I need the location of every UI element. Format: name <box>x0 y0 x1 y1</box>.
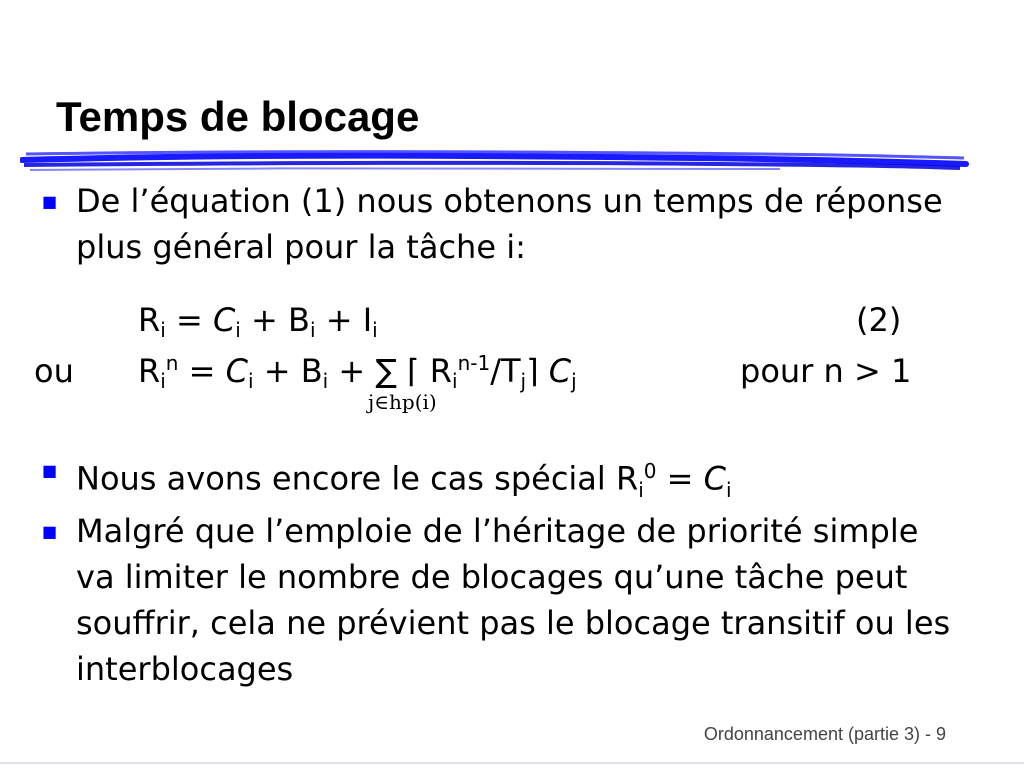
slide-footer: Ordonnancement (partie 3) - 9 <box>703 724 946 744</box>
bullet-text: Nous avons encore le cas spécial $R_i^0 = C_i$ <box>76 459 732 503</box>
bullet-text: Malgré que l’emploie de l’héritage de priorité simple va limiter le nombre de blocages qu’une tâche peut souffrir, cela ne prévient pas le blocage transitif ou les interblocages <box>76 512 951 688</box>
equation-line-2: $R_i^n = C_i + B_i$ + ∑ ⌈ $R_i^{n-1}/T_j⌉$ $C_j$ <box>138 351 577 393</box>
equation-ou-label: ou <box>34 352 74 390</box>
sigma-subscript: j∈hp(i) <box>368 390 437 414</box>
equation-number: (2) <box>856 301 902 339</box>
title-brush-stroke <box>20 146 970 180</box>
slide-title: Temps de blocage <box>56 93 420 140</box>
bullet-square-icon: ■ <box>42 192 58 211</box>
equation-line-1: $R_i = C_i + B_i + I_i$ <box>138 301 378 342</box>
bullet-text: De l’équation (1) nous obtenons un temps de réponse plus général pour la tâche i: <box>76 182 943 266</box>
bullet-square-icon: ■ <box>42 522 58 541</box>
equation-condition: pour n > 1 <box>740 352 912 390</box>
bottom-rule <box>0 762 1024 764</box>
bullet-square-icon: ■ <box>42 461 58 480</box>
